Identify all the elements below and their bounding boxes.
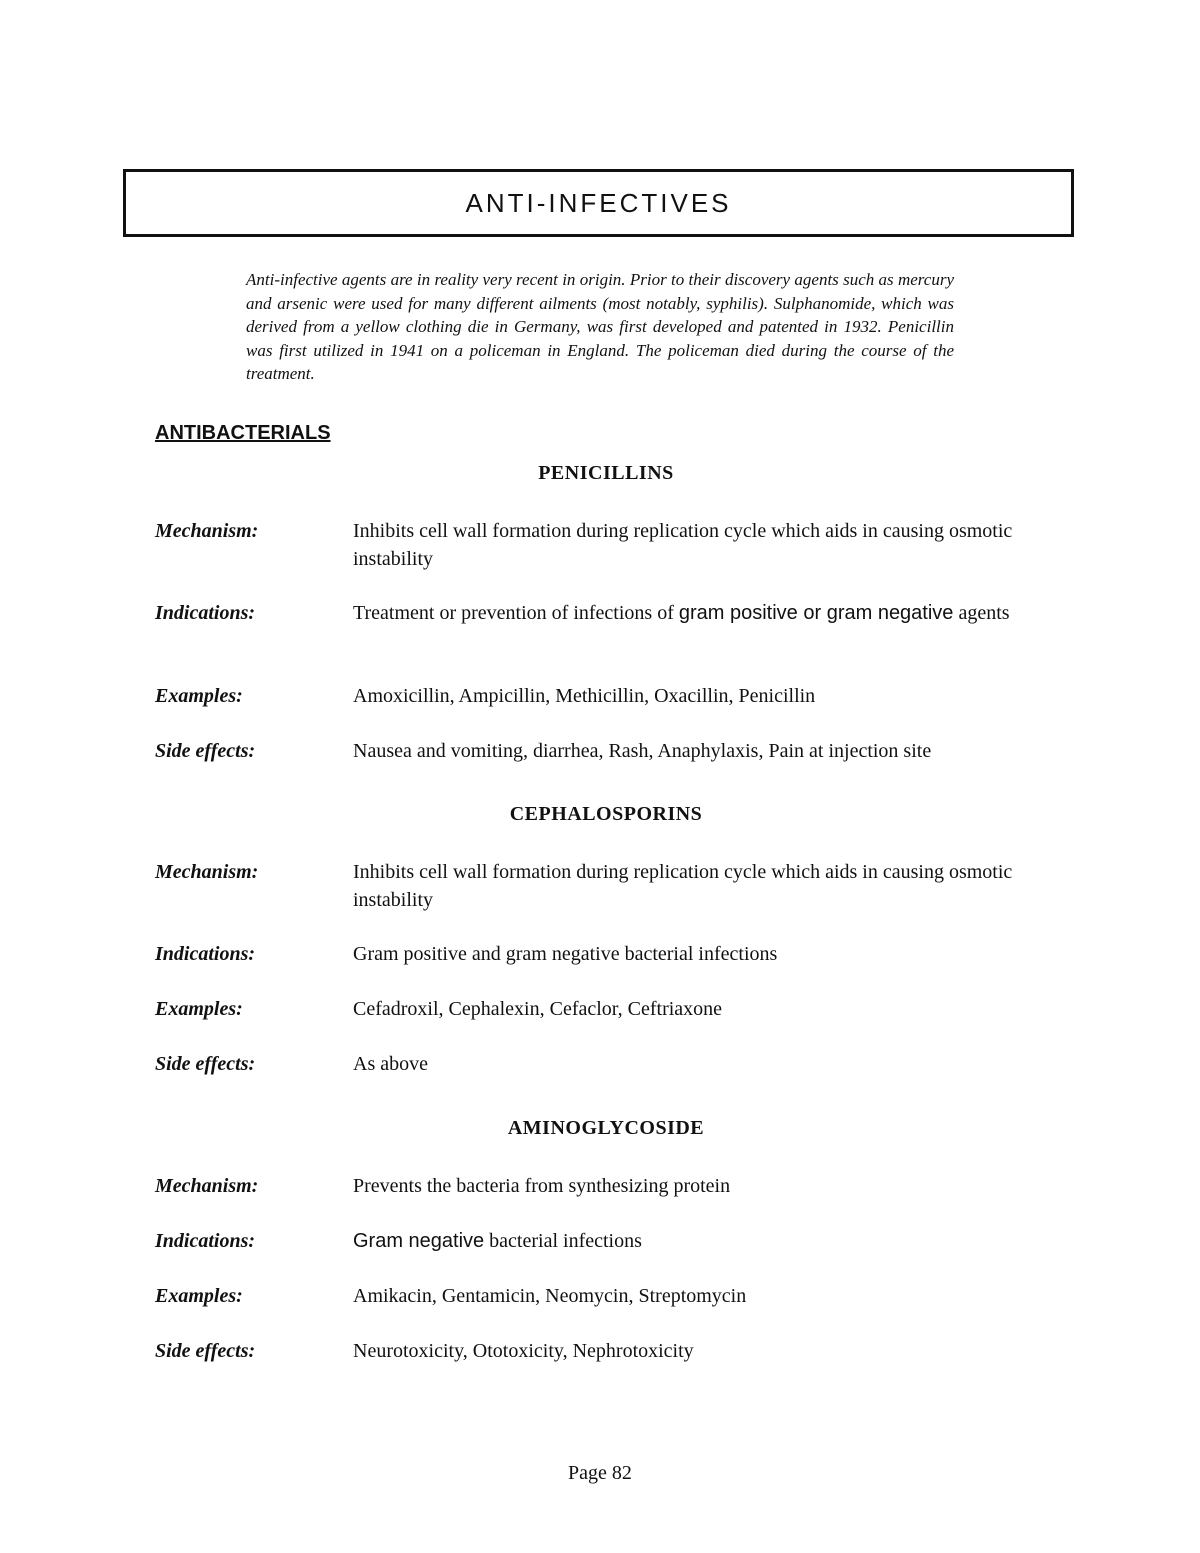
indications-label: Indications: [155, 1230, 256, 1252]
aminoglycoside-side-effects: Neurotoxicity, Ototoxicity, Nephrotoxicity [353, 1340, 694, 1362]
mechanism-label: Mechanism: [155, 861, 259, 883]
side-effects-label: Side effects: [155, 1053, 256, 1075]
cephalosporins-examples: Cefadroxil, Cephalexin, Cefaclor, Ceftriaxone [353, 998, 723, 1020]
side-effects-label: Side effects: [155, 1340, 256, 1362]
page-title: ANTI-INFECTIVES [465, 187, 732, 218]
aminoglycoside-mechanism: Prevents the bacteria from synthesizing protein [353, 1175, 731, 1197]
cephalosporins-side-effects: As above [353, 1053, 428, 1075]
side-effects-label: Side effects: [155, 740, 256, 762]
page-number: Page 82 [568, 1462, 632, 1484]
aminoglycoside-indications-sans: Gram negative [353, 1230, 485, 1252]
penicillins-indications-post: agents [953, 602, 1010, 624]
indications-label: Indications: [155, 943, 256, 965]
penicillins-side-effects: Nausea and vomiting, diarrhea, Rash, Anaphylaxis, Pain at injection site [353, 740, 932, 762]
cephalosporins-indications: Gram positive and gram negative bacterial infections [353, 943, 778, 965]
mechanism-label: Mechanism: [155, 520, 259, 542]
aminoglycoside-indications-post: bacterial infections [484, 1230, 642, 1252]
intro-paragraph: Anti-infective agents are in reality very recent in origin. Prior to their discovery agents such as mercury and arsenic were used for many different ailments (most notably, syphilis). Sulphanomide, which was derived from a yellow clothing die in Germany, was first developed and patented in 1932. Penicillin was first utilized in 1941 on a policeman in England. The policeman died during the course of the treatment. [246, 270, 954, 383]
mechanism-label: Mechanism: [155, 1175, 259, 1197]
subheading-cephalosporins: CEPHALOSPORINS [509, 803, 703, 825]
examples-label: Examples: [155, 998, 243, 1020]
subheading-aminoglycoside: AMINOGLYCOSIDE [507, 1117, 705, 1139]
cephalosporins-mechanism: Inhibits cell wall formation during replication cycle which aids in causing osmotic instability [353, 861, 1013, 911]
aminoglycoside-indications [353, 1227, 1058, 1255]
subheading-penicillins: PENICILLINS [538, 462, 674, 484]
penicillins-examples: Amoxicillin, Ampicillin, Methicillin, Oxacillin, Penicillin [353, 685, 816, 707]
aminoglycoside-examples: Amikacin, Gentamicin, Neomycin, Streptomycin [353, 1285, 747, 1307]
title-box [123, 169, 1074, 237]
penicillins-indications-pre: Treatment or prevention of infections of [353, 602, 679, 624]
penicillins-mechanism: Inhibits cell wall formation during replication cycle which aids in causing osmotic instability [353, 520, 1013, 570]
section-heading-antibacterials: ANTIBACTERIALS [155, 422, 331, 444]
examples-label: Examples: [155, 685, 243, 707]
penicillins-indications-sans: gram positive or gram negative [678, 602, 954, 624]
indications-label: Indications: [155, 602, 256, 624]
examples-label: Examples: [155, 1285, 243, 1307]
penicillins-indications [353, 599, 1058, 627]
